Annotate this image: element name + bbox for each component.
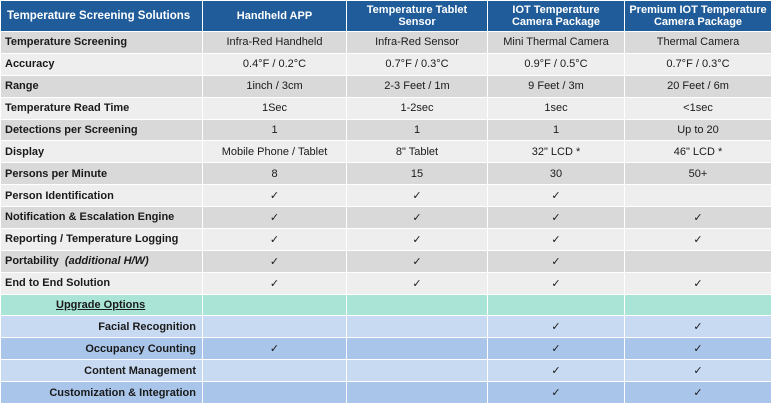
row-label <box>1 250 203 272</box>
table-row <box>1 272 771 294</box>
empty-cell <box>203 294 347 316</box>
check-cell: ✓ <box>488 250 625 272</box>
table-cell: 15 <box>347 163 488 185</box>
table-row <box>1 119 771 141</box>
table-cell: 2-3 Feet / 1m <box>347 75 488 97</box>
check-cell: ✓ <box>625 382 771 404</box>
row-label: Reporting / Temperature Logging <box>1 228 203 250</box>
check-cell: ✓ <box>625 207 771 229</box>
upgrade-row <box>1 382 771 404</box>
empty-cell <box>488 294 625 316</box>
check-cell <box>203 382 347 404</box>
table-cell: 0.9°F / 0.5°C <box>488 53 625 75</box>
row-label: Accuracy <box>1 53 203 75</box>
empty-cell <box>347 294 488 316</box>
check-cell: ✓ <box>347 250 488 272</box>
table-cell: 8" Tablet <box>347 141 488 163</box>
row-label: Notification & Escalation Engine <box>1 207 203 229</box>
check-cell <box>203 316 347 338</box>
table-cell: Mobile Phone / Tablet <box>203 141 347 163</box>
check-cell <box>347 316 488 338</box>
header-title: Temperature Screening Solutions <box>1 1 203 32</box>
check-cell: ✓ <box>203 338 347 360</box>
check-cell: ✓ <box>347 228 488 250</box>
table-cell: 1-2sec <box>347 97 488 119</box>
table-cell: 0.7°F / 0.3°C <box>347 53 488 75</box>
check-cell: ✓ <box>625 338 771 360</box>
upgrade-label: Facial Recognition <box>1 316 203 338</box>
table-row <box>1 32 771 54</box>
table-row <box>1 141 771 163</box>
table-cell: 50+ <box>625 163 771 185</box>
table-cell: 0.7°F / 0.3°C <box>625 53 771 75</box>
check-cell: ✓ <box>203 207 347 229</box>
row-label: Range <box>1 75 203 97</box>
table-cell: 9 Feet / 3m <box>488 75 625 97</box>
check-cell: ✓ <box>625 316 771 338</box>
header-row <box>1 1 771 32</box>
check-cell: ✓ <box>203 250 347 272</box>
table-row <box>1 207 771 229</box>
table-cell: 1 <box>488 119 625 141</box>
table-row <box>1 228 771 250</box>
table-cell: 1Sec <box>203 97 347 119</box>
header-iot-camera-package: IOT Temperature Camera Package <box>488 1 625 32</box>
table-row <box>1 53 771 75</box>
table-cell: 8 <box>203 163 347 185</box>
check-cell: ✓ <box>488 207 625 229</box>
row-label: Temperature Read Time <box>1 97 203 119</box>
table-cell: <1sec <box>625 97 771 119</box>
check-cell <box>347 360 488 382</box>
check-cell <box>203 360 347 382</box>
check-cell <box>347 382 488 404</box>
table-cell: 1 <box>203 119 347 141</box>
table-cell: 20 Feet / 6m <box>625 75 771 97</box>
table-cell: Thermal Camera <box>625 32 771 54</box>
upgrade-row <box>1 338 771 360</box>
upgrade-label: Occupancy Counting <box>1 338 203 360</box>
check-cell: ✓ <box>488 382 625 404</box>
check-cell: ✓ <box>488 228 625 250</box>
table-row <box>1 185 771 207</box>
header-tablet-sensor: Temperature Tablet Sensor <box>347 1 488 32</box>
row-label: Temperature Screening <box>1 32 203 54</box>
header-handheld-app: Handheld APP <box>203 1 347 32</box>
row-label: Display <box>1 141 203 163</box>
upgrade-options-row <box>1 294 771 316</box>
row-label: Persons per Minute <box>1 163 203 185</box>
upgrade-label: Customization & Integration <box>1 382 203 404</box>
upgrade-options-title: Upgrade Options <box>1 294 203 316</box>
table-row <box>1 97 771 119</box>
table-cell: 32" LCD * <box>488 141 625 163</box>
empty-cell <box>625 294 771 316</box>
check-cell: ✓ <box>203 185 347 207</box>
check-cell: ✓ <box>347 207 488 229</box>
row-label-text: Portability <box>5 255 59 268</box>
check-cell: ✓ <box>625 228 771 250</box>
check-cell: ✓ <box>203 228 347 250</box>
check-cell: ✓ <box>488 316 625 338</box>
table-row <box>1 163 771 185</box>
table-cell: 1sec <box>488 97 625 119</box>
row-label-note: (additional H/W) <box>64 255 149 268</box>
table-cell: 1inch / 3cm <box>203 75 347 97</box>
upgrade-label: Content Management <box>1 360 203 382</box>
table-cell: Mini Thermal Camera <box>488 32 625 54</box>
check-cell: ✓ <box>488 185 625 207</box>
row-label: Detections per Screening <box>1 119 203 141</box>
check-cell: ✓ <box>488 272 625 294</box>
check-cell <box>625 250 771 272</box>
header-premium-iot-camera-package: Premium IOT Temperature Camera Package <box>625 1 771 32</box>
check-cell: ✓ <box>488 338 625 360</box>
check-cell: ✓ <box>488 360 625 382</box>
upgrade-row <box>1 316 771 338</box>
row-label: Person Identification <box>1 185 203 207</box>
upgrade-row <box>1 360 771 382</box>
check-cell <box>625 185 771 207</box>
check-cell: ✓ <box>625 272 771 294</box>
table-row <box>1 75 771 97</box>
table-cell: 0.4°F / 0.2°C <box>203 53 347 75</box>
row-label: End to End Solution <box>1 272 203 294</box>
check-cell: ✓ <box>625 360 771 382</box>
table-cell: 1 <box>347 119 488 141</box>
table-cell: 30 <box>488 163 625 185</box>
check-cell: ✓ <box>203 272 347 294</box>
table-cell: Infra-Red Sensor <box>347 32 488 54</box>
table-cell: Up to 20 <box>625 119 771 141</box>
table-cell: 46" LCD * <box>625 141 771 163</box>
table-cell: Infra-Red Handheld <box>203 32 347 54</box>
check-cell <box>347 338 488 360</box>
table-row <box>1 250 771 272</box>
check-cell: ✓ <box>347 272 488 294</box>
check-cell: ✓ <box>347 185 488 207</box>
